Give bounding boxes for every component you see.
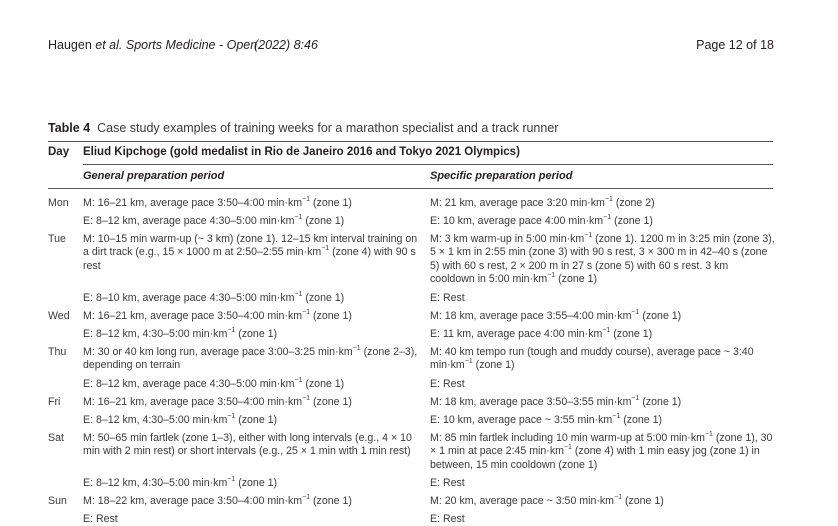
unit-base: min·km	[570, 197, 605, 209]
unit	[550, 233, 593, 245]
cell-text: M: 18 km, average pace 3:55–4:00	[430, 310, 597, 322]
day-label: Sun	[48, 495, 67, 507]
cell-text: (zone 1)	[639, 396, 682, 408]
unit	[670, 432, 713, 444]
cell-text: (zone 1)	[611, 215, 653, 227]
general-period-cell	[83, 432, 418, 459]
athlete-rule	[83, 164, 773, 165]
unit-exponent: −1	[302, 309, 311, 316]
specific-period-cell	[430, 414, 775, 427]
unit-exponent: −1	[227, 413, 236, 420]
cell-text: E: 8–12 km, average pace 4:30–5:00	[83, 378, 260, 390]
general-period-header: General preparation period	[83, 170, 225, 182]
table-label: Table 4	[48, 121, 91, 135]
cell-text: E: Rest	[430, 292, 465, 304]
unit-base: min·km	[267, 310, 303, 322]
cell-text: (zone 4) with 90 s rest	[83, 246, 416, 272]
unit-exponent: −1	[704, 431, 713, 438]
unit-base: min·km	[430, 359, 465, 372]
unit-base: min·km	[259, 378, 295, 390]
cell-text: (zone 1)	[235, 477, 278, 489]
cell-text: (zone 1)	[310, 310, 352, 322]
cell-text: M: 30 or 40 km long run, average pace 3:00–3:25	[83, 346, 318, 358]
day-label: Tue	[48, 233, 66, 245]
unit-exponent: −1	[604, 196, 613, 203]
unit	[570, 197, 613, 209]
unit-base: min·km	[317, 346, 353, 358]
unit	[267, 495, 310, 507]
unit-base: min·km	[579, 495, 615, 507]
header-author: Haugen	[48, 38, 92, 52]
unit	[578, 414, 621, 426]
unit-base: min·km	[577, 414, 613, 426]
unit-exponent: −1	[631, 309, 640, 316]
cell-text: E: Rest	[430, 513, 465, 525]
header-citation: (2022) 8:46	[254, 38, 318, 52]
unit-exponent: −1	[602, 327, 611, 334]
specific-period-cell	[430, 310, 775, 323]
unit	[286, 246, 329, 258]
specific-period-cell	[430, 215, 775, 228]
unit-exponent: −1	[584, 232, 593, 239]
specific-period-cell	[430, 197, 775, 210]
day-label: Fri	[48, 396, 61, 408]
cell-text: (zone 1)	[302, 292, 345, 304]
table-caption-text: Case study examples of training weeks for a marathon specialist and a track runner	[97, 121, 559, 135]
general-period-cell	[83, 346, 418, 373]
unit	[193, 477, 236, 489]
cell-text: (zone 1)	[235, 414, 278, 426]
cell-text: (zone 1)	[310, 396, 352, 408]
cell-text: E: 8–12 km, 4:30–5:00	[83, 477, 193, 489]
unit	[529, 445, 572, 457]
general-period-cell	[83, 495, 418, 508]
specific-period-cell	[430, 346, 775, 373]
general-period-cell	[83, 414, 418, 427]
cell-text: E: 10 km, average pace ~ 3:55	[430, 414, 578, 426]
header-etal: et al.	[95, 38, 123, 52]
day-label: Mon	[48, 197, 69, 209]
specific-period-cell	[430, 396, 775, 409]
cell-text: M: 16–21 km, average pace 3:50–4:00	[83, 396, 268, 408]
general-period-cell	[83, 292, 418, 305]
unit-base: min·km	[192, 477, 228, 489]
cell-text: M: 16–21 km, average pace 3:50–4:00	[83, 197, 268, 209]
unit-exponent: −1	[352, 345, 361, 352]
unit-exponent: −1	[294, 291, 303, 298]
cell-text: (zone 1)	[610, 328, 653, 340]
cell-text: E: 8–10 km, average pace 4:30–5:00	[83, 292, 260, 304]
unit-base: min·km	[567, 328, 603, 340]
unit-base: min·km	[596, 310, 632, 322]
page-number: Page 12 of 18	[696, 38, 774, 52]
cell-text: E: 8–12 km, 4:30–5:00	[83, 328, 193, 340]
unit	[260, 292, 303, 304]
unit	[193, 328, 236, 340]
cell-text: E: Rest	[430, 477, 465, 489]
cell-text: M: 21 km, average pace 3:20	[430, 197, 571, 209]
cell-text: E: Rest	[83, 513, 118, 525]
unit	[318, 346, 361, 358]
unit-exponent: −1	[612, 413, 621, 420]
unit-base: min·km	[192, 328, 228, 340]
unit-base: min·km	[259, 215, 295, 227]
cell-text: (zone 1)	[622, 495, 664, 507]
cell-text: (zone 1)	[302, 378, 345, 390]
unit-base: min·km	[267, 396, 303, 408]
unit-exponent: −1	[227, 476, 236, 483]
day-column-header: Day	[48, 146, 70, 158]
table-top-rule	[48, 141, 773, 142]
cell-text: (zone 4) with 1 min easy jog (zone 1) in between, 15 min cooldown (zone 1)	[430, 445, 760, 471]
unit-base: min·km	[512, 272, 548, 285]
specific-period-cell	[430, 292, 775, 305]
unit-exponent: −1	[563, 444, 572, 452]
cell-text: (zone 1)	[639, 310, 682, 322]
cell-text: (zone 1)	[310, 197, 352, 209]
unit-base: min·km	[549, 233, 585, 245]
unit	[193, 414, 236, 426]
unit	[597, 396, 640, 408]
general-period-cell	[83, 233, 418, 273]
cell-text: (zone 1)	[555, 272, 597, 285]
general-period-cell	[83, 378, 418, 391]
unit-exponent: −1	[464, 358, 473, 366]
unit	[579, 495, 622, 507]
unit-exponent: −1	[227, 327, 236, 334]
specific-period-cell	[430, 432, 775, 472]
unit-exponent: −1	[302, 395, 311, 402]
unit-exponent: −1	[603, 214, 612, 221]
cell-text: M: 40 km tempo run (tough and muddy course), average pace ~ 3:40	[430, 346, 754, 358]
cell-text: (zone 1)	[472, 359, 515, 372]
unit-exponent: −1	[321, 245, 330, 253]
cell-text: M: 18–22 km, average pace 3:50–4:00	[83, 495, 268, 507]
specific-period-cell	[430, 513, 775, 526]
unit	[260, 378, 303, 390]
general-period-cell	[83, 328, 418, 341]
unit-exponent: −1	[631, 395, 640, 402]
cell-text: M: 50–65 min fartlek (zone 1–3), either with long intervals (e.g., 4 × 10 min with 2 min rest) or short intervals (e.g., 25 × 1 min with 1 min rest)	[83, 432, 412, 458]
general-period-cell	[83, 396, 418, 409]
day-label: Wed	[48, 310, 70, 322]
running-header-citation	[48, 38, 257, 52]
unit-base: min·km	[286, 246, 322, 259]
unit-exponent: −1	[547, 271, 556, 279]
unit	[260, 215, 303, 227]
unit	[597, 310, 640, 322]
unit	[267, 396, 310, 408]
day-label: Thu	[48, 346, 67, 358]
cell-text: E: 8–12 km, average pace 4:30–5:00	[83, 215, 260, 227]
unit	[267, 197, 310, 209]
day-label: Sat	[48, 432, 64, 444]
unit-base: min·km	[596, 396, 632, 408]
cell-text: M: 20 km, average pace ~ 3:50	[430, 495, 580, 507]
cell-text: M: 85 min fartlek including 10 min warm-up at 5:00	[430, 432, 671, 444]
specific-period-cell	[430, 328, 775, 341]
unit-exponent: −1	[614, 494, 622, 501]
athlete-header: Eliud Kipchoge (gold medalist in Rio de Janeiro 2016 and Tokyo 2021 Olympics)	[83, 146, 520, 158]
specific-period-cell	[430, 233, 775, 286]
header-journal: Sports Medicine - Open	[125, 38, 258, 52]
unit	[568, 328, 611, 340]
unit-base: min·km	[267, 495, 303, 507]
cell-text: (zone 1)	[620, 414, 663, 426]
cell-text: (zone 2–3), depending on terrain	[83, 346, 418, 372]
unit	[267, 310, 310, 322]
general-period-cell	[83, 197, 418, 210]
unit-base: min·km	[568, 215, 604, 227]
unit-exponent: −1	[294, 377, 303, 384]
unit-base: min·km	[192, 414, 228, 426]
cell-text: M: 3 km warm-up in 5:00	[430, 233, 550, 245]
cell-text: M: 16–21 km, average pace 3:50–4:00	[83, 310, 268, 322]
cell-text: E: 8–12 km, 4:30–5:00	[83, 414, 193, 426]
specific-period-cell	[430, 378, 775, 391]
cell-text: (zone 1)	[235, 328, 278, 340]
cell-text: E: Rest	[430, 378, 465, 390]
unit-base: min·km	[267, 197, 303, 209]
unit-base: min·km	[529, 445, 564, 458]
cell-text: M: 10–15 min warm-up (~ 3 km) (zone 1). 12–15 km interval training on a dirt track (e.g., 15 × 1000 m at 2:50–2:55	[83, 233, 418, 259]
unit-exponent: −1	[294, 214, 303, 221]
cell-text: (zone 2)	[612, 197, 655, 209]
specific-period-header: Specific preparation period	[430, 170, 573, 182]
unit	[512, 273, 555, 285]
general-period-cell	[83, 310, 418, 323]
cell-text: (zone 1), 30 × 1 min at pace 2:45	[430, 432, 773, 458]
cell-text: (zone 1)	[310, 495, 352, 507]
cell-text: (zone 1)	[302, 215, 345, 227]
unit-base: min·km	[670, 432, 705, 444]
cell-text: E: 10 km, average pace 4:00	[430, 215, 569, 227]
unit-base: min·km	[259, 292, 295, 304]
unit-exponent: −1	[302, 196, 311, 203]
unit-exponent: −1	[302, 494, 311, 501]
table-caption	[48, 121, 558, 135]
specific-period-cell	[430, 495, 775, 508]
unit	[568, 215, 611, 227]
header-bottom-rule	[48, 188, 773, 189]
general-period-cell	[83, 477, 418, 490]
unit	[430, 359, 473, 371]
cell-text: E: 11 km, average pace 4:00	[430, 328, 568, 340]
general-period-cell	[83, 215, 418, 228]
specific-period-cell	[430, 477, 775, 490]
cell-text: (zone 1). 1200 m in 3:25 min (zone 3), 5 × 1 km in 2:55 min (zone 3) with 90 s rest, 3 × 300 m in 42–40 s (zone 5) with 60 s rest, 2 × 200 m in 27 s (zone 5) with 60 s rest. 3 km cooldown in 5:00	[430, 233, 775, 285]
cell-text: M: 18 km, average pace 3:50–3:55	[430, 396, 597, 408]
general-period-cell	[83, 513, 418, 526]
